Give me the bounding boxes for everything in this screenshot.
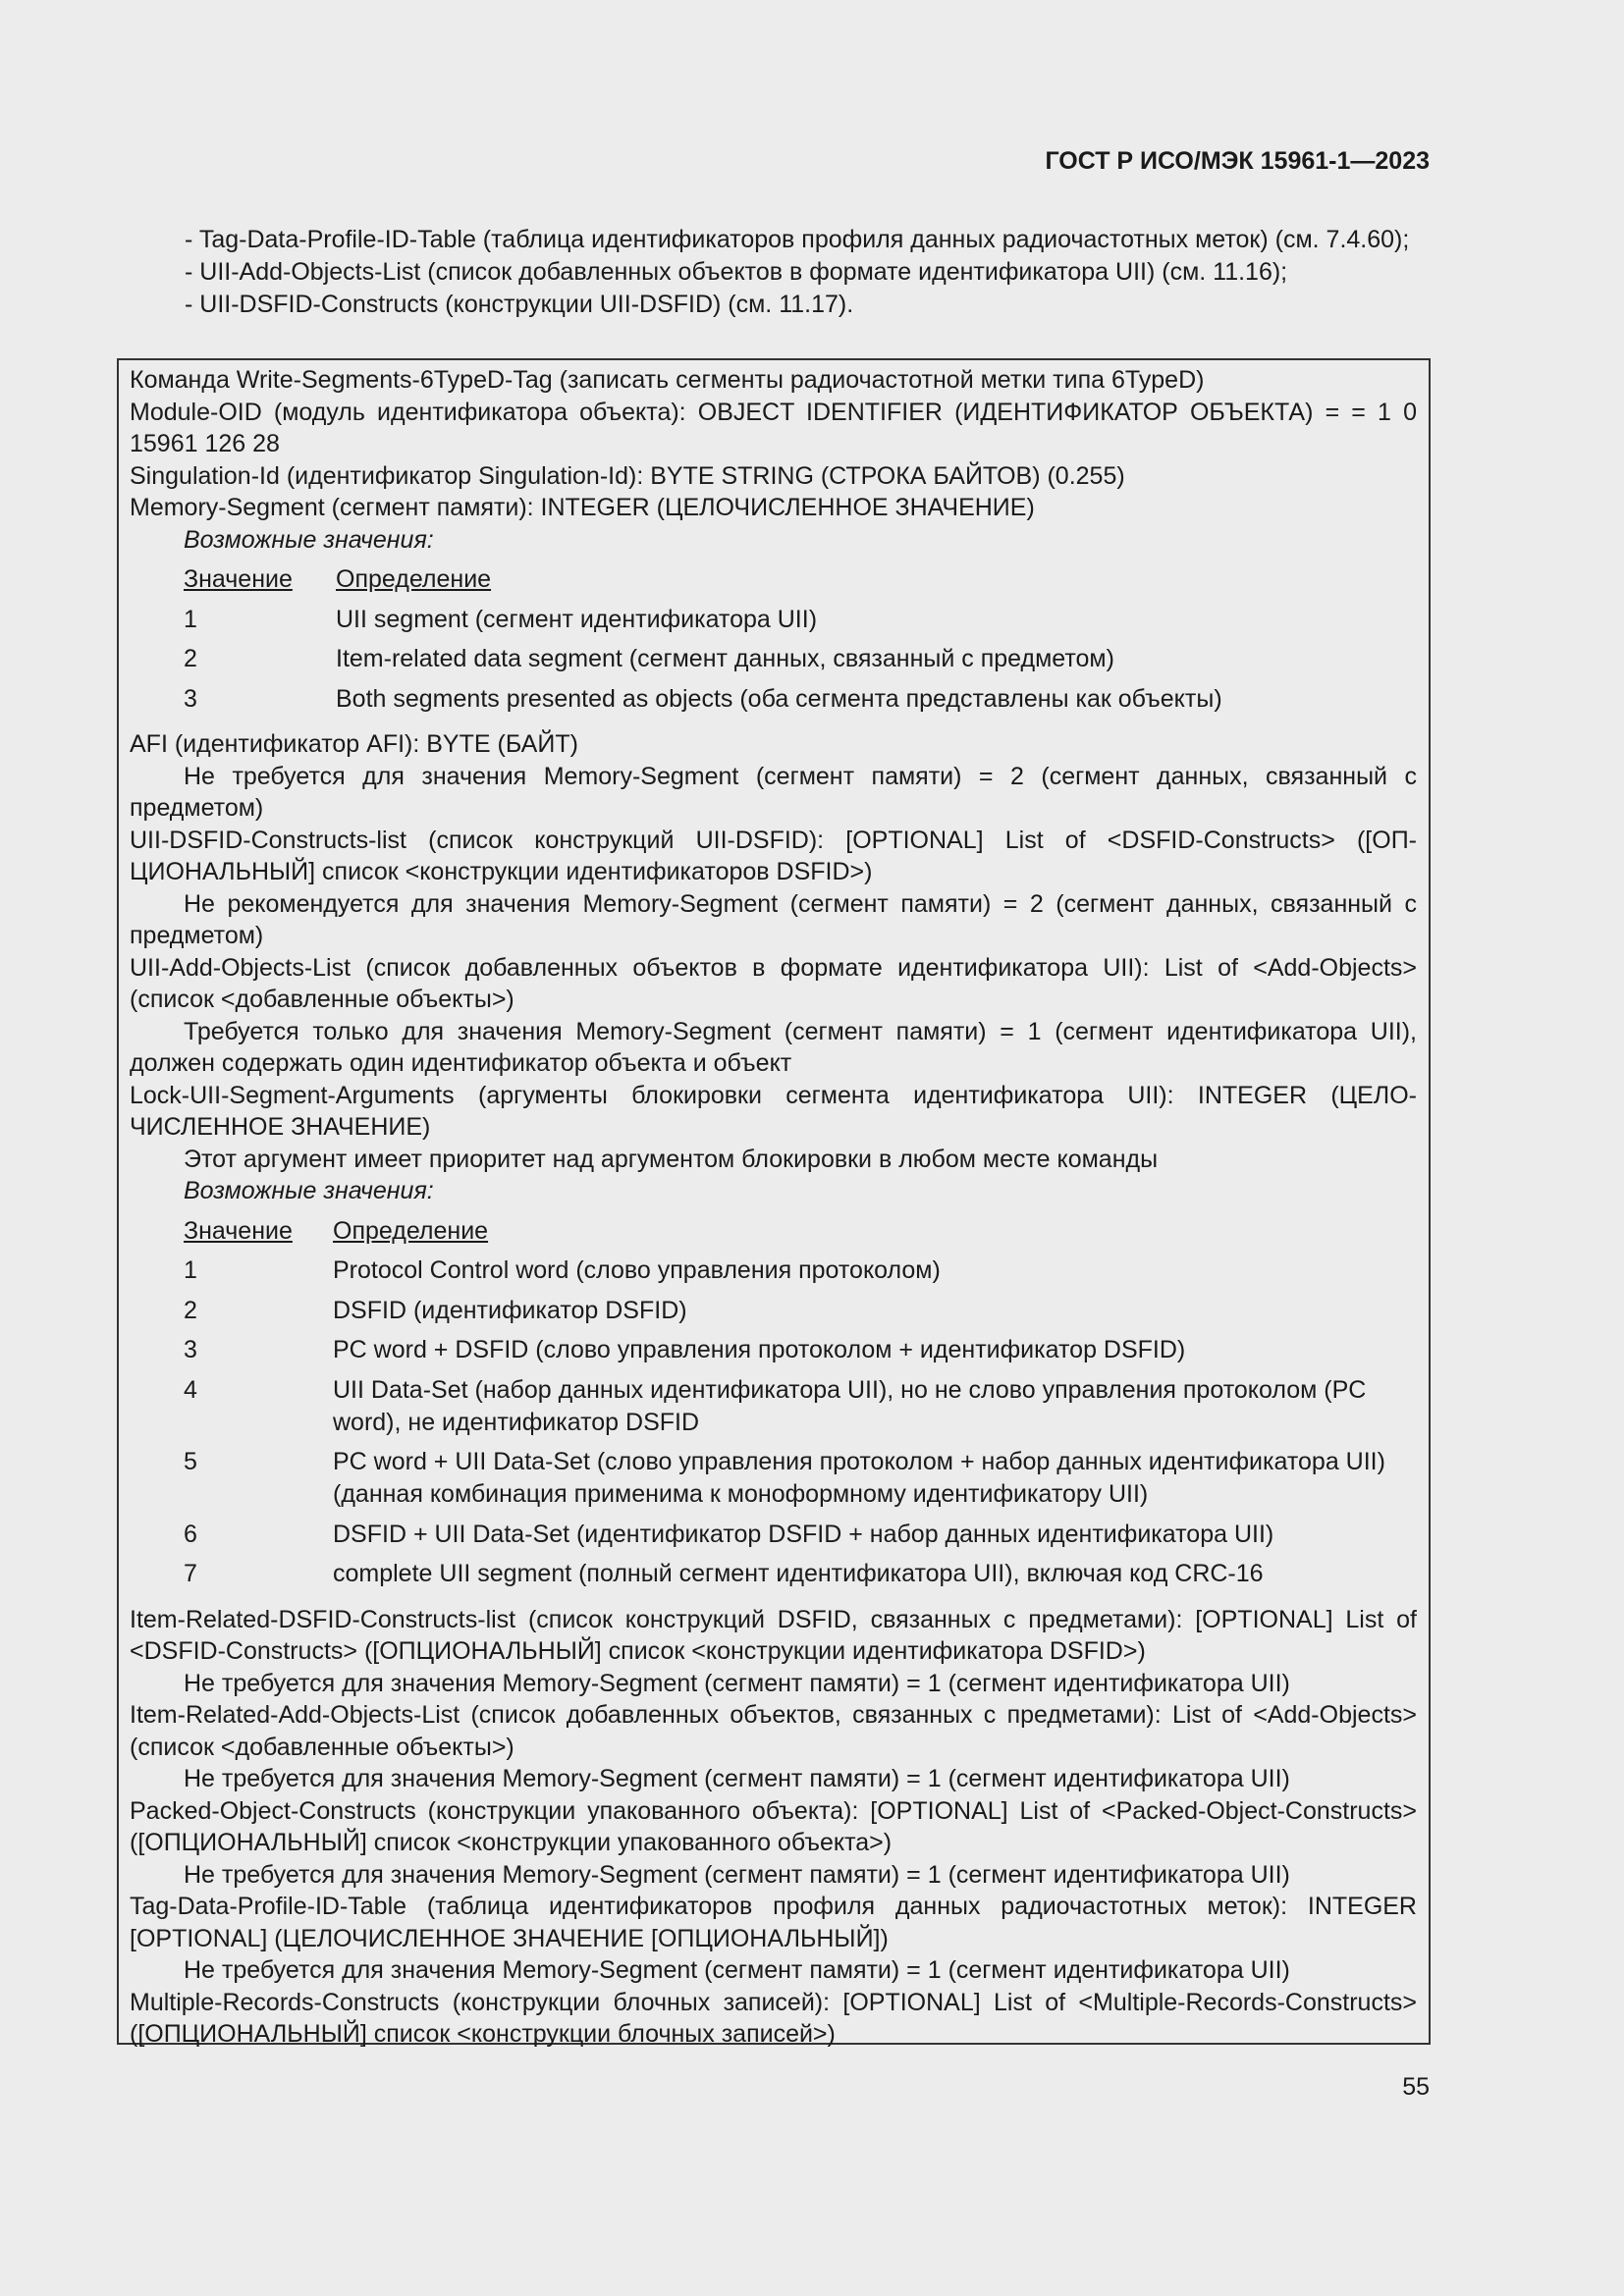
afi-line: AFI (идентификатор AFI): BYTE (БАЙТ) xyxy=(130,730,578,758)
lock-values-table xyxy=(184,1215,1411,1598)
table-row xyxy=(184,1255,1411,1295)
column-header-value: Значение xyxy=(184,565,293,593)
value-cell: 2 xyxy=(184,1296,197,1324)
definition-cell: DSFID + UII Data-Set (идентификатор DSFID + набор данных идентификатора UII) xyxy=(333,1520,1274,1548)
value-cell: 7 xyxy=(184,1560,197,1587)
definition-cell: Item-related data segment (сегмент данных, связанный с предметом) xyxy=(336,645,1114,672)
definition-cell: complete UII segment (полный сегмент идентификатора UII), включая код CRC-16 xyxy=(333,1560,1264,1587)
value-cell: 4 xyxy=(184,1375,197,1404)
packed-line: Packed-Object-Constructs (конструкции упакованного объекта): [OPTIONAL] List of <Packed-Object-Constructs> ([ОПЦИОНАЛЬНЫЙ] список <конструкции упакованного объекта>) xyxy=(130,1796,1417,1856)
definition-cell: UII segment (сегмент идентификатора UII) xyxy=(336,605,818,633)
uii-dsfid-line: UII-DSFID-Constructs-list (список конструкций UII-DSFID): [OPTIONAL] List of <DSFID-Constructs> ([ОПЦИОНАЛЬНЫЙ] список <конструкции идентификаторов DSFID>) xyxy=(130,826,1417,885)
table-row xyxy=(184,1558,1411,1598)
value-cell: 5 xyxy=(184,1448,197,1475)
page-number: 55 xyxy=(1402,2073,1430,2101)
column-header-value: Значение xyxy=(184,1216,293,1245)
uii-add-line: UII-Add-Objects-List (список добавленных объектов в формате идентификатора UII): List of <Add-Objects> (список <добавленные объекты>) xyxy=(130,953,1417,1013)
value-cell: 3 xyxy=(184,684,197,713)
value-cell: 1 xyxy=(184,605,197,633)
intro-item: - UII-Add-Objects-List (список добавленных объектов в формате идентификатора UII) (см. 11.16); xyxy=(185,258,1288,286)
afi-note: Не требуется для значения Memory-Segment (сегмент памяти) = 2 (сегмент данных, связанный с предметом) xyxy=(130,762,1417,822)
memory-segment-values-table xyxy=(184,563,1406,722)
module-oid-line: Module-OID (модуль идентификатора объекта): OBJECT IDENTIFIER (ИДЕНТИФИКАТОР ОБЪЕКТА) = = 1 0 15961 126 28 xyxy=(130,398,1417,457)
value-cell: 3 xyxy=(184,1336,197,1363)
table-header-row xyxy=(184,1215,1411,1255)
item-add-line: Item-Related-Add-Objects-List (список добавленных объектов, связанных с предметами): List of <Add-Objects> (список <добавленные объекты>) xyxy=(130,1701,1417,1761)
uii-add-note: Требуется только для значения Memory-Segment (сегмент памяти) = 1 (сегмент идентификатора UII), должен содержать один идентификатор объекта и объект xyxy=(130,1017,1417,1077)
definition-cell: PC word + UII Data-Set (слово управления протоколом + набор данных идентификатора UII) (данная комбинация применима к моноформному идентификатору UII) xyxy=(333,1448,1385,1508)
tag-profile-line: Tag-Data-Profile-ID-Table (таблица идентификаторов профиля данных радиочастотных меток): INTEGER [OPTIONAL] (ЦЕЛОЧИСЛЕННОЕ ЗНАЧЕНИЕ [ОПЦИОНАЛЬНЫЙ]) xyxy=(130,1893,1417,1952)
value-cell: 6 xyxy=(184,1520,197,1548)
packed-note: Не требуется для значения Memory-Segment (сегмент памяти) = 1 (сегмент идентификатора UII) xyxy=(184,1860,1290,1889)
possible-values-label: Возможные значения: xyxy=(184,525,434,554)
column-header-definition: Определение xyxy=(336,565,492,593)
lock-note: Этот аргумент имеет приоритет над аргументом блокировки в любом месте команды xyxy=(184,1145,1159,1173)
multiple-records-line: Multiple-Records-Constructs (конструкции блочных записей): [OPTIONAL] List of <Multiple-Records-Constructs> ([ОПЦИОНАЛЬНЫЙ] список <конструкции блочных записей>) xyxy=(130,1988,1417,2048)
definition-cell: Both segments presented as objects (оба сегмента представлены как объекты) xyxy=(336,684,1222,713)
singulation-line: Singulation-Id (идентификатор Singulation-Id): BYTE STRING (СТРОКА БАЙТОВ) (0.255) xyxy=(130,461,1125,490)
definition-cell: DSFID (идентификатор DSFID) xyxy=(333,1296,687,1324)
table-row xyxy=(184,643,1406,683)
table-header-row xyxy=(184,563,1406,604)
uii-dsfid-note: Не рекомендуется для значения Memory-Segment (сегмент памяти) = 2 (сегмент данных, связанный с предметом) xyxy=(130,889,1417,949)
lock-line: Lock-UII-Segment-Arguments (аргументы блокировки сегмента идентификатора UII): INTEGER (ЦЕЛОЧИСЛЕННОЕ ЗНАЧЕНИЕ) xyxy=(130,1081,1417,1141)
intro-item: - Tag-Data-Profile-ID-Table (таблица идентификаторов профиля данных радиочастотных меток) (см. 7.4.60); xyxy=(185,226,1410,253)
table-row xyxy=(184,1374,1411,1447)
command-title: Команда Write-Segments-6TypeD-Tag (записать сегменты радиочастотной метки типа 6TypeD) xyxy=(130,366,1205,394)
table-row xyxy=(184,1446,1411,1519)
intro-list xyxy=(117,224,1431,321)
possible-values-label: Возможные значения: xyxy=(184,1177,434,1204)
table-row xyxy=(184,1519,1411,1559)
item-add-note: Не требуется для значения Memory-Segment (сегмент памяти) = 1 (сегмент идентификатора UII) xyxy=(184,1765,1290,1792)
memory-segment-line: Memory-Segment (сегмент памяти): INTEGER (ЦЕЛОЧИСЛЕННОЕ ЗНАЧЕНИЕ) xyxy=(130,494,1035,521)
table-row xyxy=(184,1295,1411,1335)
definition-cell: Protocol Control word (слово управления протоколом) xyxy=(333,1256,941,1284)
command-box xyxy=(117,358,1431,2048)
definition-cell: UII Data-Set (набор данных идентификатора UII), но не слово управления протоколом (PC word), не идентификатор DSFID xyxy=(333,1375,1367,1436)
document-header: ГОСТ Р ИСО/МЭК 15961-1—2023 xyxy=(1045,147,1430,175)
table-row xyxy=(184,604,1406,644)
tag-profile-note: Не требуется для значения Memory-Segment (сегмент памяти) = 1 (сегмент идентификатора UII) xyxy=(184,1956,1290,1984)
table-row xyxy=(184,1334,1411,1374)
value-cell: 1 xyxy=(184,1256,197,1284)
definition-cell: PC word + DSFID (слово управления протоколом + идентификатор DSFID) xyxy=(333,1336,1186,1363)
column-header-definition: Определение xyxy=(333,1216,489,1245)
intro-item: - UII-DSFID-Constructs (конструкции UII-DSFID) (см. 11.17). xyxy=(185,291,854,318)
value-cell: 2 xyxy=(184,645,197,672)
item-dsfid-line: Item-Related-DSFID-Constructs-list (список конструкций DSFID, связанных с предметами): [OPTIONAL] List of <DSFID-Constructs> ([ОПЦИОНАЛЬНЫЙ] список <конструкции идентификатора DSFID>) xyxy=(130,1605,1417,1665)
item-dsfid-note: Не требуется для значения Memory-Segment (сегмент памяти) = 1 (сегмент идентификатора UII) xyxy=(184,1669,1290,1697)
table-row xyxy=(184,683,1406,723)
